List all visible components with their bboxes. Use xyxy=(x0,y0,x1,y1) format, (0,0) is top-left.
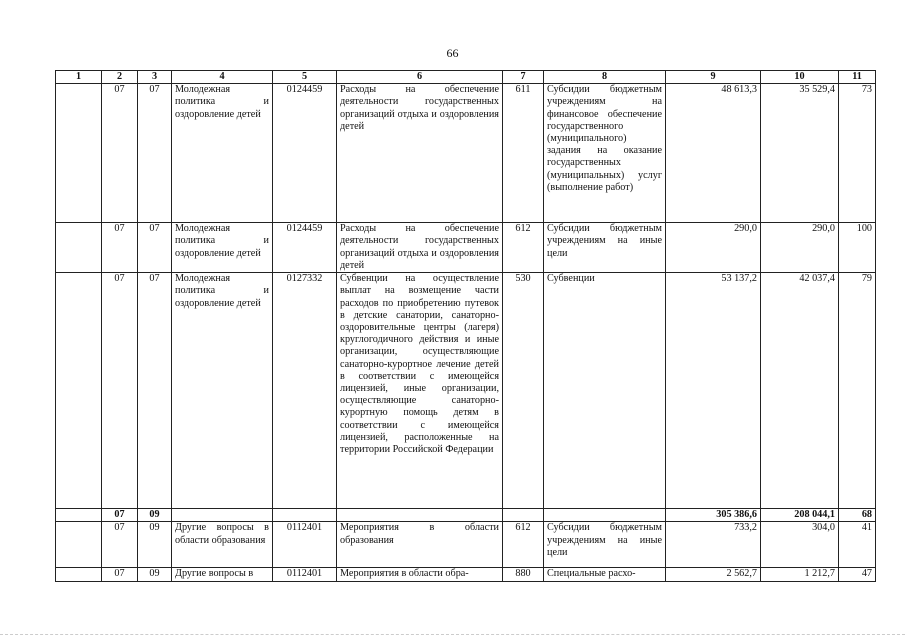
expense-type-name-cell: Субсидии бюджетным учреждениям на иные цели xyxy=(544,223,666,273)
expense-type-code-cell: 612 xyxy=(503,223,544,273)
col-1-cell xyxy=(56,568,102,581)
subsection-code-cell: 07 xyxy=(138,84,172,223)
section-code-cell: 07 xyxy=(102,568,138,581)
target-article-code-cell xyxy=(273,509,337,522)
expense-type-name-cell: Специальные расхо- xyxy=(544,568,666,581)
column-header: 1 xyxy=(56,71,102,84)
col-1-cell xyxy=(56,273,102,509)
budget-table xyxy=(55,70,876,582)
execution-percent-cell: 100 xyxy=(839,223,876,273)
executed-amount-cell: 35 529,4 xyxy=(761,84,839,223)
table-row xyxy=(56,223,876,273)
executed-amount-cell: 1 212,7 xyxy=(761,568,839,581)
planned-amount-cell: 305 386,6 xyxy=(666,509,761,522)
subsection-name-cell: Молодежная политика и оздоровление детей xyxy=(172,84,273,223)
column-header: 11 xyxy=(839,71,876,84)
subsection-code-cell: 07 xyxy=(138,273,172,509)
table-header-row xyxy=(56,71,876,84)
expense-type-name-cell: Субвенции xyxy=(544,273,666,509)
target-article-code-cell: 0112401 xyxy=(273,568,337,581)
table-body xyxy=(56,84,876,581)
execution-percent-cell: 47 xyxy=(839,568,876,581)
planned-amount-cell: 48 613,3 xyxy=(666,84,761,223)
section-code-cell: 07 xyxy=(102,273,138,509)
subsection-code-cell: 09 xyxy=(138,522,172,568)
table-row xyxy=(56,84,876,223)
section-code-cell: 07 xyxy=(102,223,138,273)
subsection-name-cell: Другие вопросы в xyxy=(172,568,273,581)
execution-percent-cell: 73 xyxy=(839,84,876,223)
executed-amount-cell: 42 037,4 xyxy=(761,273,839,509)
expense-description-cell: Расходы на обеспечение деятельности государственных организаций отдыха и оздоровления детей xyxy=(337,223,503,273)
expense-type-name-cell: Субсидии бюджетным учреждениям на иные цели xyxy=(544,522,666,568)
expense-type-code-cell xyxy=(503,509,544,522)
expense-description-cell: Мероприятия в области образования xyxy=(337,522,503,568)
planned-amount-cell: 2 562,7 xyxy=(666,568,761,581)
expense-type-code-cell: 530 xyxy=(503,273,544,509)
expense-type-code-cell: 612 xyxy=(503,522,544,568)
subsection-code-cell: 09 xyxy=(138,568,172,581)
execution-percent-cell: 68 xyxy=(839,509,876,522)
column-header: 7 xyxy=(503,71,544,84)
expense-description-cell: Субвенции на осуществление выплат на возмещение части расходов по приобретению путевок в детские санатории, санаторно-оздоровительные центры (лагеря) круглогодичного действия и иные организации, осуществляющие санаторно-курортное лечение детей в соответствии с имеющейся лицензией, иные организации, осуществляющие санаторно-курортную помощь детям в соответствии с имеющейся лицензией, расположенные на территории Российской Федерации xyxy=(337,273,503,509)
table-row xyxy=(56,568,876,581)
section-code-cell: 07 xyxy=(102,84,138,223)
expense-type-code-cell: 611 xyxy=(503,84,544,223)
column-header: 9 xyxy=(666,71,761,84)
col-1-cell xyxy=(56,522,102,568)
execution-percent-cell: 41 xyxy=(839,522,876,568)
expense-description-cell xyxy=(337,509,503,522)
expense-description-cell: Расходы на обеспечение деятельности государственных организаций отдыха и оздоровления детей xyxy=(337,84,503,223)
planned-amount-cell: 733,2 xyxy=(666,522,761,568)
column-header: 5 xyxy=(273,71,337,84)
subsection-name-cell xyxy=(172,509,273,522)
expense-type-name-cell xyxy=(544,509,666,522)
page-number: 66 xyxy=(446,46,459,60)
expense-type-name-cell: Субсидии бюджетным учреждениям на финансовое обеспечение государственного (муниципального) задания на оказание государственных (муниципальных) услуг (выполнение работ) xyxy=(544,84,666,223)
target-article-code-cell: 0124459 xyxy=(273,84,337,223)
expense-description-cell: Мероприятия в области обра- xyxy=(337,568,503,581)
subsection-name-cell: Молодежная политика и оздоровление детей xyxy=(172,223,273,273)
subsection-name-cell: Молодежная политика и оздоровление детей xyxy=(172,273,273,509)
target-article-code-cell: 0112401 xyxy=(273,522,337,568)
executed-amount-cell: 208 044,1 xyxy=(761,509,839,522)
planned-amount-cell: 290,0 xyxy=(666,223,761,273)
col-1-cell xyxy=(56,84,102,223)
col-1-cell xyxy=(56,509,102,522)
table-row xyxy=(56,522,876,568)
executed-amount-cell: 290,0 xyxy=(761,223,839,273)
planned-amount-cell: 53 137,2 xyxy=(666,273,761,509)
column-header: 6 xyxy=(337,71,503,84)
table-total-row xyxy=(56,509,876,522)
subsection-code-cell: 09 xyxy=(138,509,172,522)
page-edge-line xyxy=(0,634,905,636)
column-header: 4 xyxy=(172,71,273,84)
execution-percent-cell: 79 xyxy=(839,273,876,509)
target-article-code-cell: 0127332 xyxy=(273,273,337,509)
column-header: 3 xyxy=(138,71,172,84)
section-code-cell: 07 xyxy=(102,509,138,522)
target-article-code-cell: 0124459 xyxy=(273,223,337,273)
subsection-name-cell: Другие вопросы в области образования xyxy=(172,522,273,568)
subsection-code-cell: 07 xyxy=(138,223,172,273)
section-code-cell: 07 xyxy=(102,522,138,568)
column-header: 10 xyxy=(761,71,839,84)
column-header: 8 xyxy=(544,71,666,84)
expense-type-code-cell: 880 xyxy=(503,568,544,581)
col-1-cell xyxy=(56,223,102,273)
column-header: 2 xyxy=(102,71,138,84)
table-row xyxy=(56,273,876,509)
executed-amount-cell: 304,0 xyxy=(761,522,839,568)
